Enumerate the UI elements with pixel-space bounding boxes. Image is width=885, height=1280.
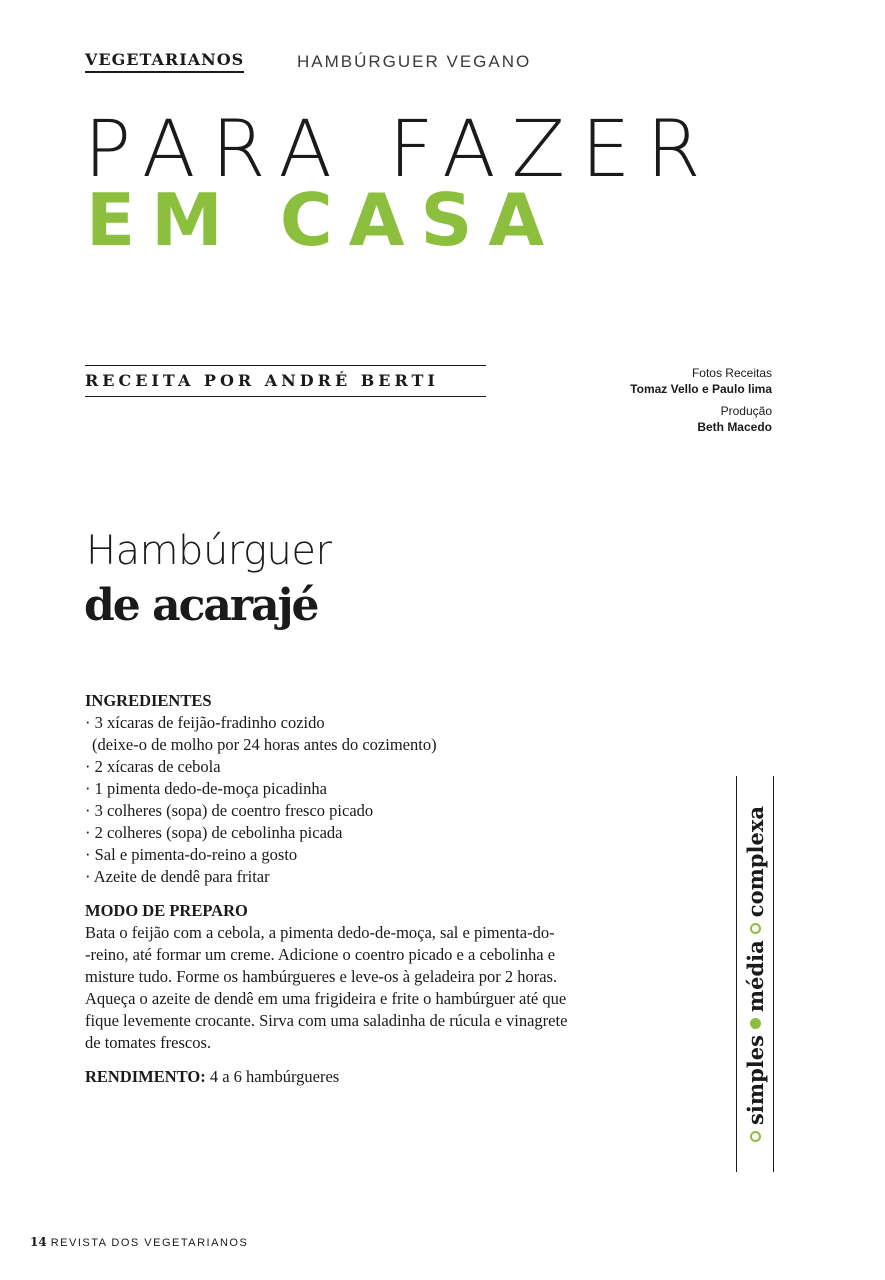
production-name: Beth Macedo	[697, 420, 772, 434]
method-line: Aqueça o azeite de dendê em uma frigideira e frite o hambúrguer até que	[85, 989, 567, 1008]
difficulty-simples: simples	[742, 1035, 768, 1125]
section-label: VEGETARIANOS	[85, 50, 244, 73]
publication-name: REVISTA DOS VEGETARIANOS	[50, 1237, 249, 1249]
recipe-byline: RECEITA POR ANDRÉ BERTI	[85, 365, 486, 397]
method-line: fique levemente crocante. Sirva com uma saladinha de rúcula e vinagrete	[85, 1011, 568, 1030]
method-heading: MODO DE PREPARO	[85, 901, 248, 920]
page-title-line-2: EM CASA	[86, 178, 561, 262]
ingredient-item: · 3 xícaras de feijão-fradinho cozido	[85, 713, 325, 732]
ingredient-item: · 2 xícaras de cebola	[85, 757, 221, 776]
page-footer	[30, 1235, 248, 1250]
photos-names: Tomaz Vello e Paulo lima	[630, 382, 772, 396]
difficulty-indicator	[736, 776, 774, 1172]
page-number: 14	[30, 1235, 47, 1249]
yield-value: 4 a 6 hambúrgueres	[209, 1067, 340, 1086]
difficulty-complexa: complexa	[742, 806, 768, 918]
production-label: Produção	[720, 404, 772, 418]
difficulty-dot-media-selected	[750, 1018, 761, 1029]
method-line: misture tudo. Forme os hambúrgueres e leve-os à geladeira por 2 horas.	[85, 967, 558, 986]
method-line: Bata o feijão com a cebola, a pimenta dedo-de-moça, sal e pimenta-do-	[85, 923, 555, 942]
ingredient-item: · Sal e pimenta-do-reino a gosto	[85, 845, 298, 864]
ingredient-item: · 1 pimenta dedo-de-moça picadinha	[85, 779, 327, 798]
yield-line	[85, 1066, 665, 1088]
method-line: -reino, até formar um creme. Adicione o coentro picado e a cebolinha e	[85, 945, 556, 964]
subsection-label: HAMBÚRGUER VEGANO	[297, 52, 532, 71]
ingredients-heading: INGREDIENTES	[85, 691, 212, 710]
photo-credits	[630, 365, 772, 435]
ingredient-item: · 3 colheres (sopa) de coentro fresco picado	[85, 801, 374, 820]
method-line: de tomates frescos.	[85, 1033, 211, 1052]
ingredient-item: · Azeite de dendê para fritar	[85, 867, 270, 886]
recipe-title-bold: de acarajé	[84, 580, 318, 631]
photos-label: Fotos Receitas	[691, 366, 772, 380]
ingredient-item: (deixe-o de molho por 24 horas antes do cozimento)	[92, 735, 437, 754]
ingredient-item: · 2 colheres (sopa) de cebolinha picada	[85, 823, 343, 842]
difficulty-media: média	[742, 940, 768, 1013]
difficulty-dot-complexa	[750, 923, 761, 934]
ingredients-list	[85, 712, 665, 888]
recipe-title-light: Hambúrguer	[86, 528, 332, 574]
difficulty-dot-simples	[750, 1131, 761, 1142]
page-title-line-1: PARA FAZER	[84, 105, 717, 195]
yield-label: RENDIMENTO:	[85, 1067, 206, 1086]
recipe-body	[85, 690, 665, 1088]
method-text	[85, 922, 665, 1054]
